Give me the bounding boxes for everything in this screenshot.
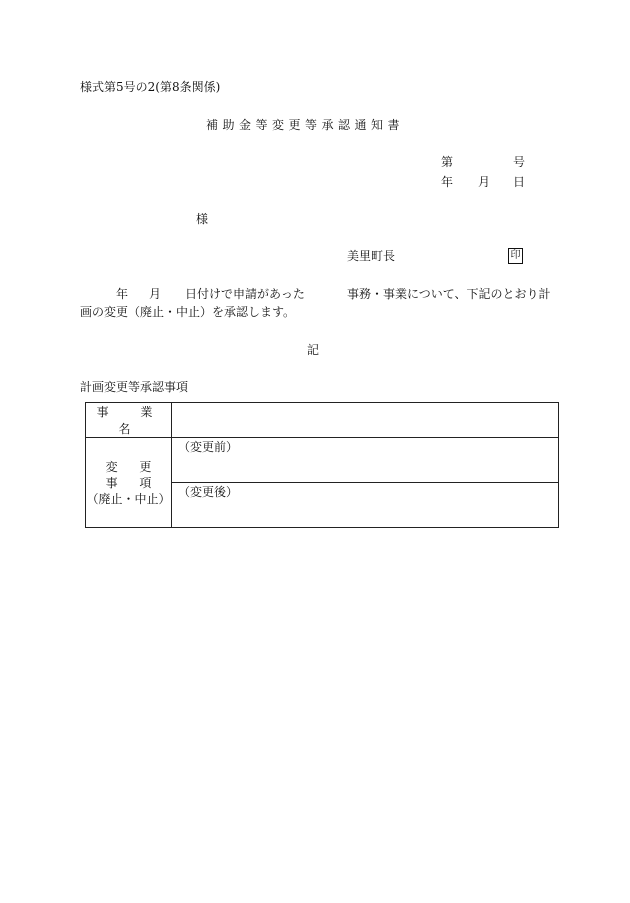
date-month-label: 月 — [478, 175, 491, 189]
document-title: 補助金等変更等承認通知書 — [206, 118, 405, 132]
body-year: 年 — [116, 287, 129, 301]
body-month: 月 — [149, 287, 162, 301]
date-year-label: 年 — [441, 175, 454, 189]
project-name-label-cell — [86, 403, 172, 438]
before-change-cell[interactable] — [172, 438, 559, 483]
doc-number-label: 第 — [441, 155, 454, 169]
recipient-suffix: 様 — [196, 212, 209, 226]
ki-heading: 記 — [307, 343, 320, 357]
items-heading: 計画変更等承認事項 — [80, 380, 189, 394]
seal-stamp: 印 — [508, 248, 523, 264]
table-row-before — [86, 438, 559, 483]
body-line2-text: 画の変更（廃止・中止）を承認します。 — [80, 305, 296, 319]
change-items-label: 変 更 事 項 — [105, 459, 161, 490]
change-items-sublabel: （廃止・中止） — [86, 491, 171, 506]
form-number: 様式第5号の2(第8条関係) — [80, 80, 221, 94]
date-day-label: 日 — [513, 175, 526, 189]
after-change-label: （変更後） — [178, 485, 239, 499]
change-items-label-cell — [86, 438, 172, 528]
body-line1-text-2: 事務・事業について、下記のとおり計 — [347, 287, 551, 301]
project-name-label: 事 業 名 — [96, 405, 167, 436]
before-change-label: （変更前） — [178, 440, 239, 454]
issuer-name: 美里町長 — [347, 249, 396, 263]
doc-number-suffix: 号 — [513, 155, 526, 169]
after-change-cell[interactable] — [172, 483, 559, 528]
approval-items-table — [85, 402, 559, 528]
body-line1-text: 日付けで申請があった — [185, 287, 305, 301]
table-row-project-name — [86, 403, 559, 438]
project-name-value-cell[interactable] — [172, 403, 559, 438]
